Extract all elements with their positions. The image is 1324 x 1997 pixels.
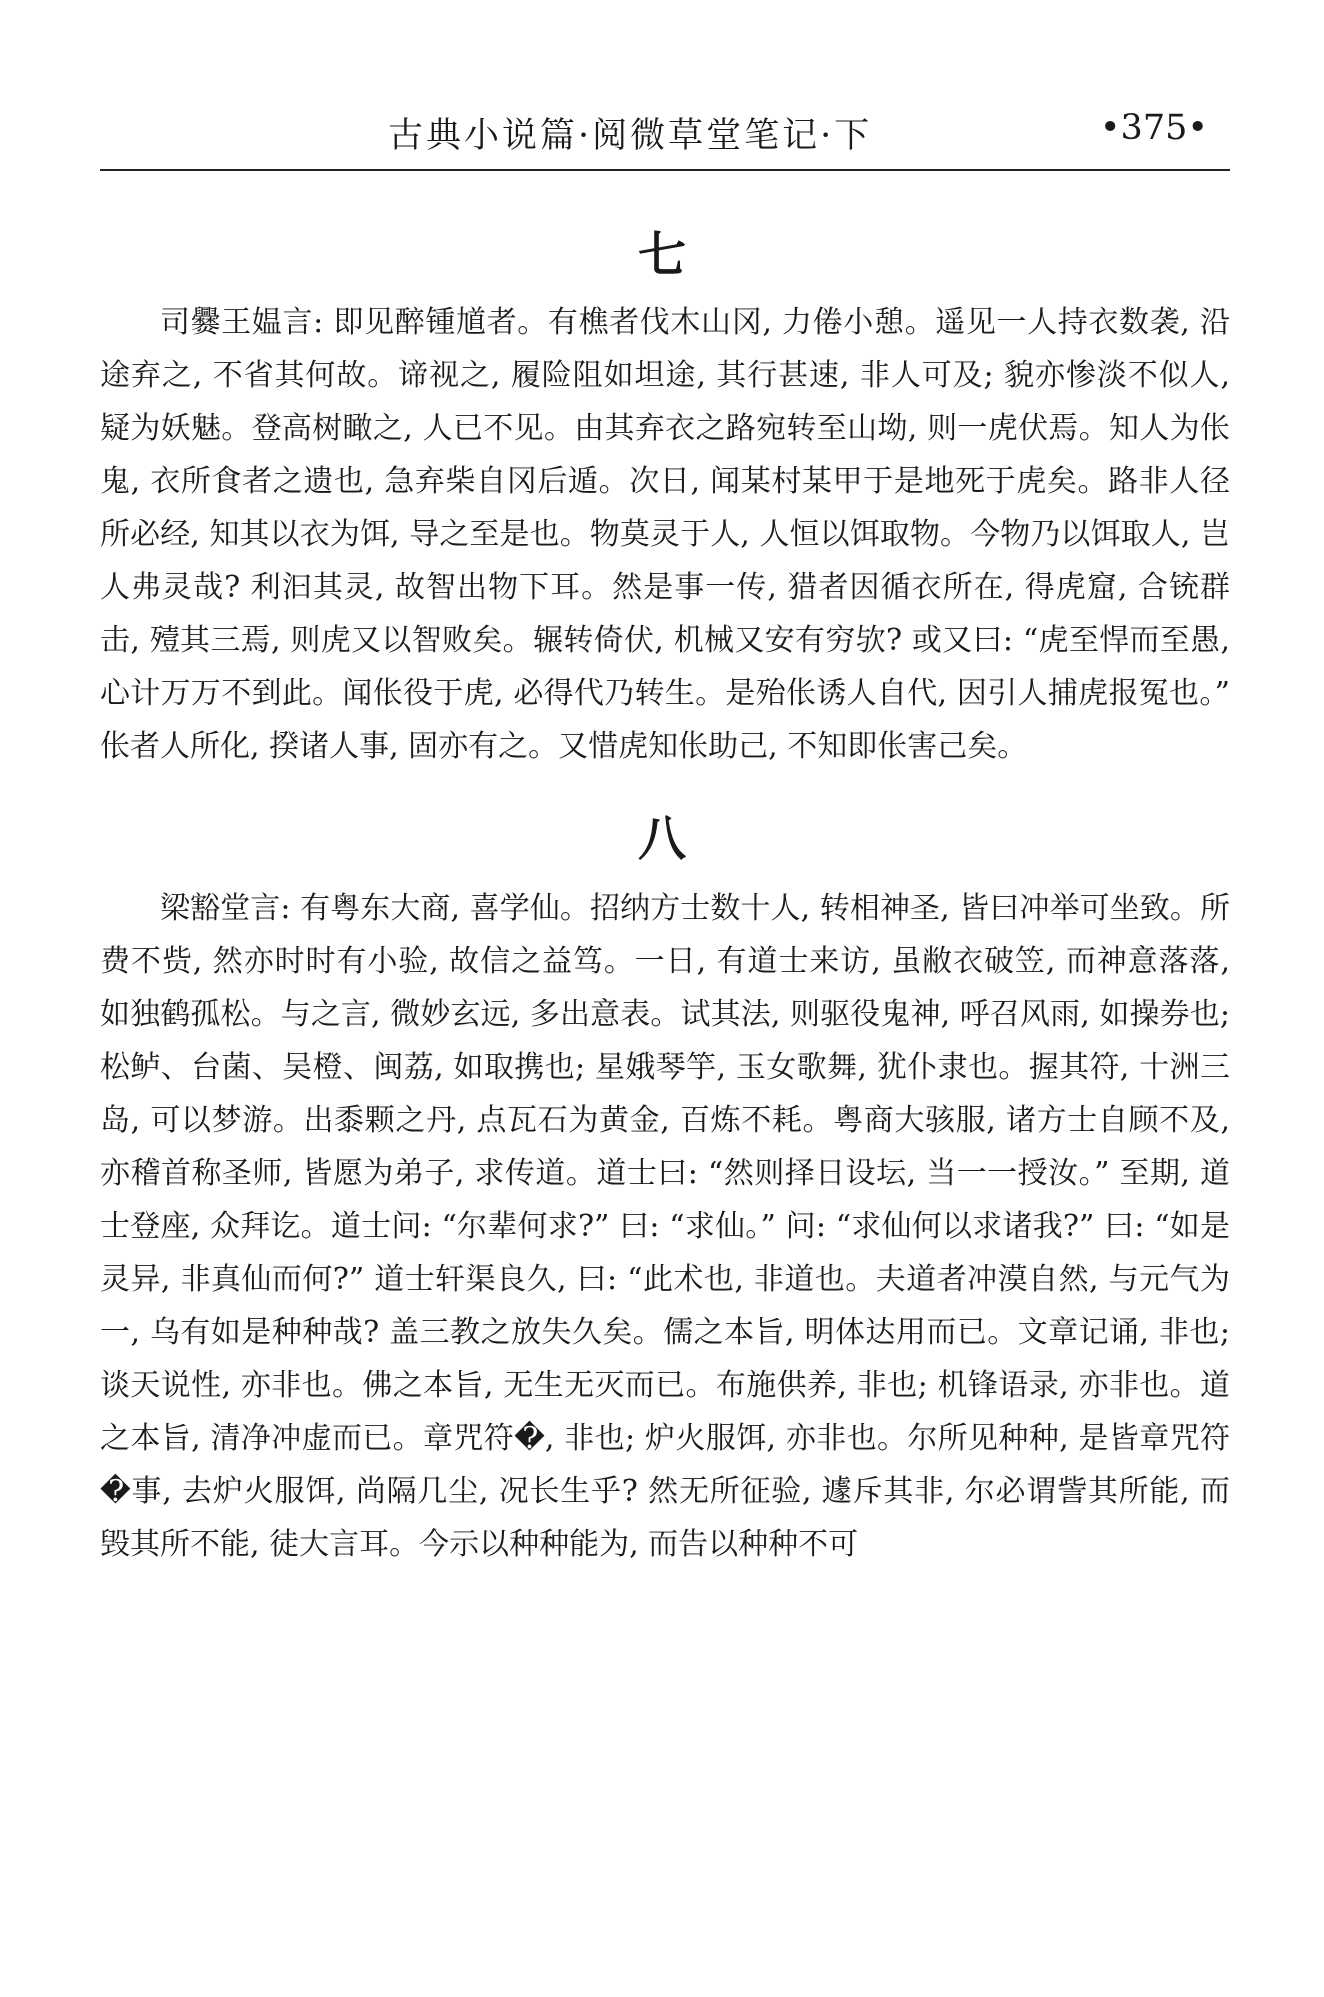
section-7-body: [100, 296, 1230, 773]
paragraph: 梁豁堂言: 有粤东大商, 喜学仙。招纳方士数十人, 转相神圣, 皆曰冲举可坐致。所费不赀, 然亦时时有小验, 故信之益笃。一日, 有道士来访, 虽敝衣破笠, 而神意落落, 如独鹤孤松。与之言, 微妙玄远, 多出意表。试其法, 则驱役鬼神, 呼召风雨, 如操券也; 松鲈、台菌、吴橙、闽荔, 如取携也; 星娥琴竽, 玉女歌舞, 犹仆隶也。握其符, 十洲三岛, 可以梦游。出黍颗之丹, 点瓦石为黄金, 百炼不耗。粤商大骇服, 诸方士自顾不及, 亦稽首称圣师, 皆愿为弟子, 求传道。道士曰: “然则择日设坛, 当一一授汝。” 至期, 道士登座, 众拜讫。道士问: “尔辈何求?” 曰: “求仙。” 问: “求仙何以求诸我?” 曰: “如是灵异, 非真仙而何?” 道士轩渠良久, 曰: “此术也, 非道也。夫道者冲漠自然, 与元气为一, 乌有如是种种哉? 盖三教之放失久矣。儒之本旨, 明体达用而已。文章记诵, 非也; 谈天说性, 亦非也。佛之本旨, 无生无灭而已。布施供养, 非也; 机锋语录, 亦非也。道之本旨, 清净冲虚而已。章咒符�, 非也; 炉火服饵, 亦非也。尔所见种种, 是皆章咒符�事, 去炉火服饵, 尚隔几尘, 况长生乎? 然无所征验, 遽斥其非, 尔必谓訾其所能, 而毁其所不能, 徒大言耳。今示以种种能为, 而告以种种不可: [100, 891, 1230, 1562]
paragraph: 司爨王媪言: 即见醉锺馗者。有樵者伐木山冈, 力倦小憩。遥见一人持衣数袭, 沿途弃之, 不省其何故。谛视之, 履险阻如坦途, 其行甚速, 非人可及; 貌亦惨淡不似人, 疑为妖魅。登高树瞰之, 人已不见。由其弃衣之路宛转至山坳, 则一虎伏焉。知人为伥鬼, 衣所食者之遗也, 急弃柴自冈后遁。次日, 闻某村某甲于是地死于虎矣。路非人径所必经, 知其以衣为饵, 导之至是也。物莫灵于人, 人恒以饵取物。今物乃以饵取人, 岂人弗灵哉? 利汩其灵, 故智出物下耳。然是事一传, 猎者因循衣所在, 得虎窟, 合铳群击, 殪其三焉, 则虎又以智败矣。辗转倚伏, 机械又安有穷欤? 或又曰: “虎至悍而至愚, 心计万万不到此。闻伥役于虎, 必得代乃转生。是殆伥诱人自代, 因引人捕虎报冤也。” 伥者人所化, 揆诸人事, 固亦有之。又惜虎知伥助己, 不知即伥害己矣。: [100, 305, 1230, 764]
section-title-8: 八: [637, 811, 686, 867]
section-title-7: 七: [637, 227, 686, 283]
section-8-body: [100, 882, 1230, 1571]
page-number: •375•: [1099, 108, 1208, 148]
header-rule: [100, 169, 1230, 171]
running-head: [100, 108, 1230, 158]
running-title: 古典小说篇·阅微草堂笔记·下: [388, 116, 873, 156]
